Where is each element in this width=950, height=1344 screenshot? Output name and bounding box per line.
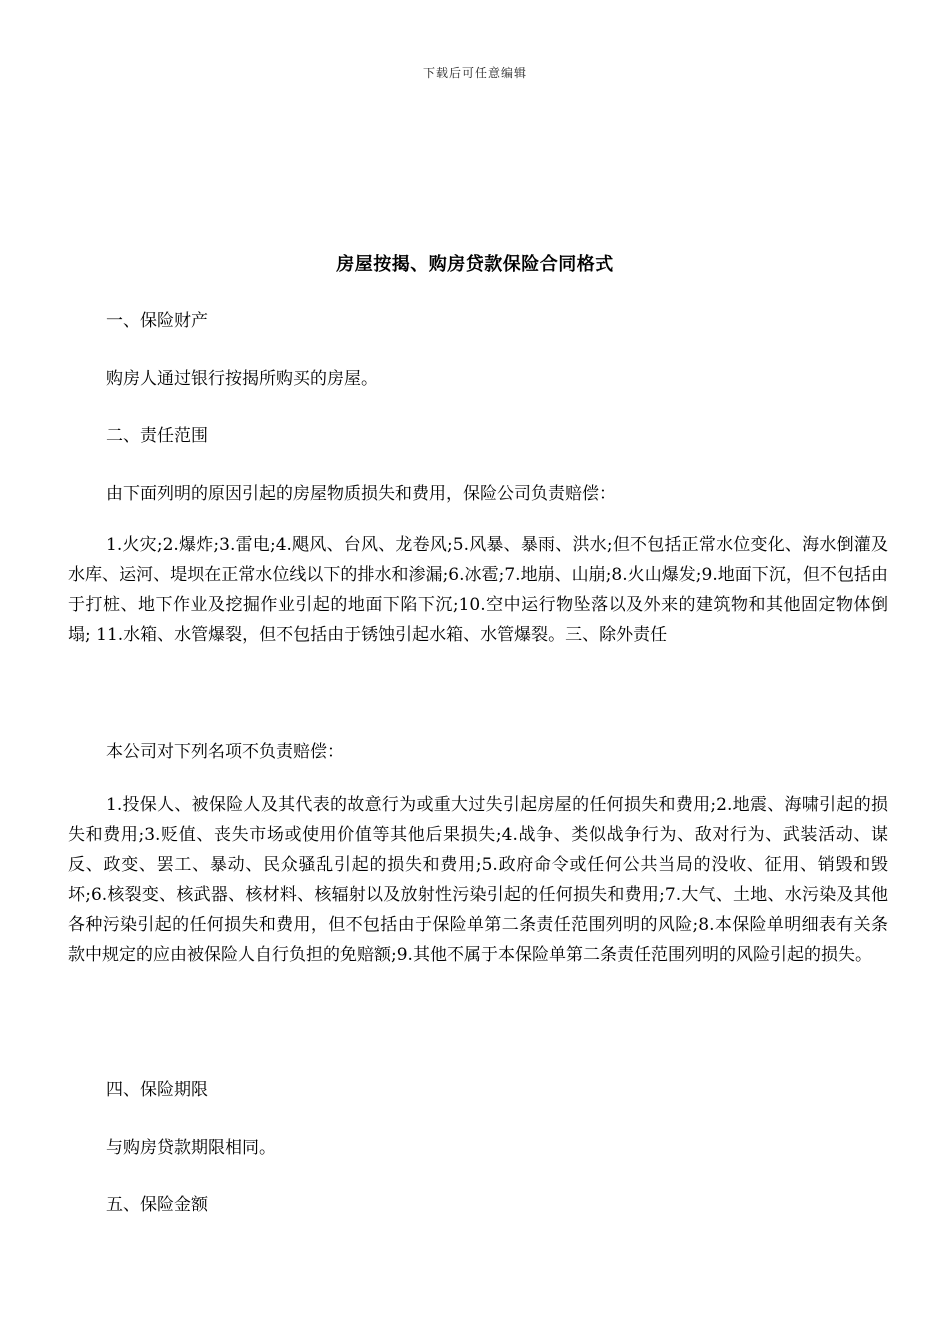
- section-2-intro: 由下面列明的原因引起的房屋物质损失和费用，保险公司负责赔偿：: [106, 484, 616, 504]
- section-4-heading: 四、保险期限: [106, 1080, 208, 1100]
- section-2-heading: 二、责任范围: [106, 426, 208, 446]
- section-3-intro: 本公司对下列名项不负责赔偿：: [106, 742, 344, 762]
- document-title: 房屋按揭、购房贷款保险合同格式: [336, 254, 614, 275]
- section-5-heading: 五、保险金额: [106, 1195, 208, 1215]
- section-3-list: 1.投保人、被保险人及其代表的故意行为或重大过失引起房屋的任何损失和费用;2.地震、海啸引起的损失和费用;3.贬值、丧失市场或使用价值等其他后果损失;4.战争、类似战争行为、敌对行为、武装活动、谋反、政变、罢工、暴动、民众骚乱引起的损失和费用;5.政府命令或任何公共当局的没收、征用、销毁和毁坏;6.核裂变、核武器、核材料、核辐射以及放射性污染引起的任何损失和费用;7.大气、土地、水污染及其他各种污染引起的任何损失和费用，但不包括由于保险单第二条责任范围列明的风险;8.本保险单明细表有关条款中规定的应由被保险人自行负担的免赔额;9.其他不属于本保险单第二条责任范围列明的风险引起的损失。: [68, 795, 888, 965]
- section-2-list: 1.火灾;2.爆炸;3.雷电;4.飓风、台风、龙卷风;5.风暴、暴雨、洪水;但不包括正常水位变化、海水倒灌及水库、运河、堤坝在正常水位线以下的排水和渗漏;6.冰雹;7.地崩、山崩;8.火山爆发;9.地面下沉，但不包括由于打桩、地下作业及挖掘作业引起的地面下陷下沉;10.空中运行物坠落以及外来的建筑物和其他固定物体倒塌; 11.水箱、水管爆裂，但不包括由于锈蚀引起水箱、水管爆裂。三、除外责任: [68, 535, 888, 645]
- section-1-heading: 一、保险财产: [106, 311, 208, 331]
- section-1-text: 购房人通过银行按揭所购买的房屋。: [106, 369, 378, 389]
- section-4-text: 与购房贷款期限相同。: [106, 1138, 276, 1158]
- header-note: 下载后可任意编辑: [422, 66, 527, 80]
